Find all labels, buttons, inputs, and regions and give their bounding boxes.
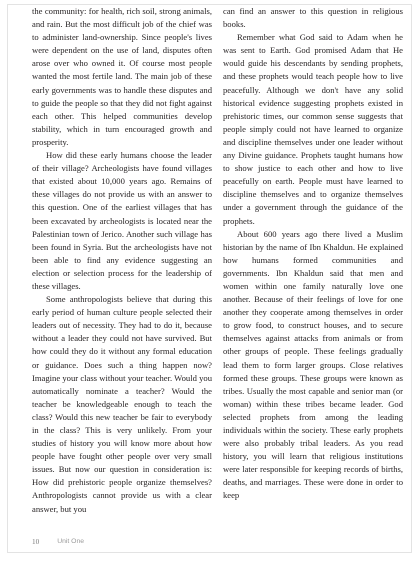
chapter-label: Unit One [57, 538, 85, 545]
page-number: 10 [32, 538, 40, 546]
page-footer [32, 538, 84, 546]
paragraph: Some anthropologists believe that during this early period of human culture people selected their leaders out of necessity. They had to do it, because without a leader they could not have survived. But how could they do it without any formal education or guidance. Does such a thing happen now? Imagine your class without your teacher. Would you automatically nominate a teacher? Would the teacher be knowledgeable enough to teach the class? Would this new teacher be fair to everybody in the class? This is very unlikely. From your studies of history you will know more about how people have fought other people over very small issues. But now our question in consideration is: How did prehistoric people organize themselves? Anthropologists cannot provide us with a clear answer, but you [32, 294, 212, 514]
paragraph: the community: for health, rich soil, strong animals, and rain. But the most difficult job of the chief was to administer land-ownership. Since people's lives were dependent on the use of land, disputes often arose over who owned it. Of course most people wanted the most fertile land. The main job of these early governments was to handle these disputes and to guide the people so that they did not fight against each other. This helped communities develop stability, which in turn encouraged growth and prosperity. [32, 6, 212, 147]
paragraph: can find an answer to this question in religious books. [223, 6, 403, 30]
paragraph: About 600 years ago there lived a Muslim historian by the name of Ibn Khaldun. He explained how humans formed communities and governments. Ibn Khaldun said that men and women within one family naturally love one another. Because of their feelings of love for one another they cooperate among themselves in order to grow food, to construct houses, and to secure themselves against attacks from animals or from other groups of people. These feelings gradually lead them to form larger groups. Close relatives formed these groups. These groups were known as tribes. Usually the most capable and senior man (or woman) within these tribes became leader. God selected prophets from among the leading individuals within the society. These early prophets were also probably tribal leaders. As you read history, you will learn that religious institutions were later responsible for keeping records of births, deaths, and marriages. These were done in order to keep [223, 228, 403, 501]
right-column [223, 5, 403, 503]
paragraph: How did these early humans choose the leader of their village? Archeologists have found villages that existed about 10,000 years ago. Remains of these villages do not provide us with an answer to this question. One of the earliest villages that has been excavated by archeologists is located near the Palestinian town of Jerico. Another such village has been found in Syria. But the archeologists have not been able to find any evidence suggesting an election or selection process for the leadership of these villages. [32, 150, 212, 291]
paragraph: Remember what God said to Adam when he was sent to Earth. God promised Adam that He would guide his descendants by sending prophets, and these prophets would teach people how to live peacefully. Although we don't have any solid historical evidence suggesting prophets existed in prehistoric times, our common sense suggests that people simply could not have learned to organize and discipline themselves under one leader without any Divine guidance. Prophets taught humans how to show justice to each other and how to live peacefully on earth. People must have learned to discipline themselves and to organize themselves under a government through the guidance of the prophets. [223, 32, 403, 226]
left-column [32, 5, 212, 516]
